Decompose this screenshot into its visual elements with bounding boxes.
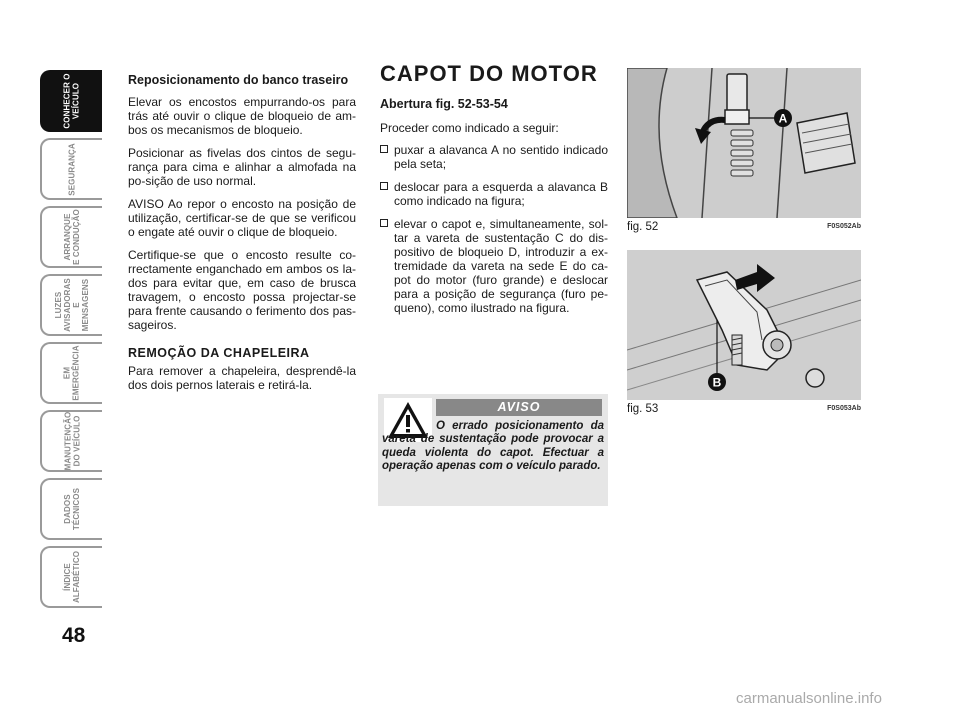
tab-label: SEGURANÇA xyxy=(67,142,77,196)
figure-code: F0S052Ab xyxy=(827,223,861,230)
figure-code: F0S053Ab xyxy=(827,405,861,412)
rear-seat-heading: Reposicionamento do banco traseiro xyxy=(128,73,349,87)
tab-label: CONHECER O VEÍCULO xyxy=(62,73,81,129)
figure-53 xyxy=(627,250,861,417)
step-text: elevar o capot e, simultaneamente, sol-tar a vareta de sustentação C do dis-positivo de bloqueio D, introduzir a ex-tremidade da vareta na sede E do ca-pot do motor (furo grande) e deslocar para a posição de segurança (furo pe-queno), como ilustrado na figura. xyxy=(394,217,608,315)
warning-header: AVISO xyxy=(436,399,602,416)
steps-list xyxy=(380,143,608,315)
figure-52-illustration xyxy=(627,68,861,218)
tab-label: ARRANQUE E CONDUÇÃO xyxy=(62,209,81,265)
figure-caption xyxy=(627,221,861,235)
tab-label: MANUTENÇÃO DO VEÍCULO xyxy=(63,411,81,471)
paragraph: Posicionar as fivelas dos cintos de segu-rança para cima e alinhar a almofada na po-sição de uso normal. xyxy=(128,146,356,188)
figure-52 xyxy=(627,68,861,235)
warning-box xyxy=(378,394,608,506)
left-column xyxy=(128,73,356,401)
tab-conhecer-o-veiculo[interactable] xyxy=(40,70,102,132)
checkbox-bullet-icon xyxy=(380,145,388,153)
checkbox-bullet-icon xyxy=(380,219,388,227)
tab-indice-alfabetico[interactable] xyxy=(40,546,102,608)
step-text: deslocar para a esquerda a alavanca B como indicado na figura; xyxy=(394,180,608,208)
tab-label: DADOS TÉCNICOS xyxy=(62,487,81,531)
tab-label: LUZES AVISADORAS E MENSAGENS xyxy=(54,278,90,332)
middle-column xyxy=(380,61,608,324)
intro-text: Proceder como indicado a seguir: xyxy=(380,121,559,135)
tab-seguranca[interactable] xyxy=(40,138,102,200)
paragraph: Certifique-se que o encosto resulte co-rrectamente enganchado em ambos os la-dos para evitar que, em caso de brusca travagem, o encosto possa projectar-se para frente causando o ferimento dos pas-sageiros. xyxy=(128,248,356,332)
page-number: 48 xyxy=(62,624,86,647)
figure-label-a: A xyxy=(778,111,788,126)
tab-label: ÍNDICE ALFABÉTICO xyxy=(62,550,81,604)
paragraph: Para remover a chapeleira, desprendê-la dos dois pernos laterais e retirá-la. xyxy=(128,364,356,392)
list-item xyxy=(380,217,608,315)
section-heading: REMOÇÃO DA CHAPELEIRA xyxy=(128,346,310,360)
figure-caption xyxy=(627,403,861,417)
tab-arranque-e-conducao[interactable] xyxy=(40,206,102,268)
watermark: carmanualsonline.info xyxy=(736,690,882,707)
figure-caption-text: fig. 52 xyxy=(627,221,659,233)
figure-53-illustration xyxy=(627,250,861,400)
checkbox-bullet-icon xyxy=(380,182,388,190)
step-text: puxar a alavanca A no sentido indicado pela seta; xyxy=(394,143,608,171)
tab-manutencao[interactable] xyxy=(40,410,102,472)
tab-em-emergencia[interactable] xyxy=(40,342,102,404)
list-item xyxy=(380,143,608,171)
tab-dados-tecnicos[interactable] xyxy=(40,478,102,540)
figure-label-b: B xyxy=(712,375,722,390)
page-title: CAPOT DO MOTOR xyxy=(380,61,598,86)
list-item xyxy=(380,180,608,208)
paragraph: AVISO Ao repor o encosto na posição de utilização, certificar-se de que se verificou o engate até ouvir o clique de bloqueio. xyxy=(128,197,356,239)
tab-luzes-avisadoras[interactable] xyxy=(40,274,102,336)
paragraph: Elevar os encostos empurrando-os para trás até ouvir o clique de bloqueio de am-bos os mecanismos de bloqueio. xyxy=(128,95,356,137)
tab-label: EM EMERGÊNCIA xyxy=(62,345,81,401)
figure-caption-text: fig. 53 xyxy=(627,403,659,415)
opening-subheading: Abertura fig. 52-53-54 xyxy=(380,97,508,111)
chapter-tabs xyxy=(40,70,106,614)
warning-text: O errado posicionamento da vareta de sustentação pode provocar a queda violenta do capot. Efectuar a operação apenas com o veículo parado. xyxy=(382,420,604,472)
